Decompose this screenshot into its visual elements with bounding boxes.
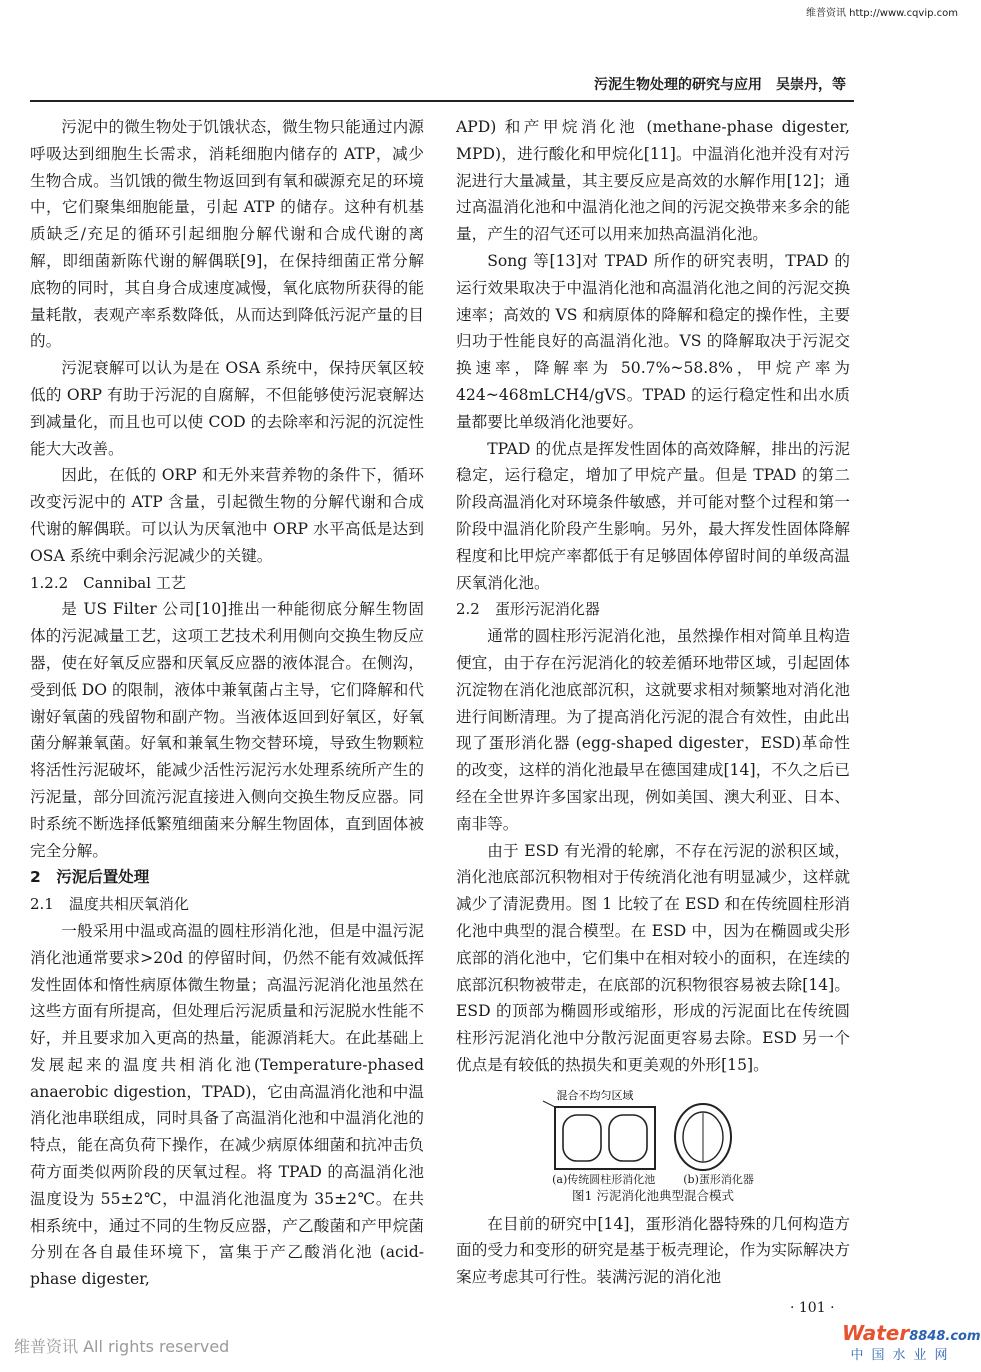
paragraph: Song 等[13]对 TPAD 所作的研究表明，TPAD 的运行效果取决于中温消化池和高温消化池之间的污泥交换速率；高效的 VS 和病原体的降解和稳定的操作性，主要归功于性能良好的高温消化池。VS 的降解取决于污泥交换速率，降解率为 50.7%~58.8%，甲烷产率为 424~468mLCH4/gVS。TPAD 的运行稳定性和出水质量都要比单级消化池要好。	[456, 251, 850, 431]
page-number: · 101 ·	[790, 1300, 835, 1316]
right-column	[456, 114, 850, 1291]
running-header: 污泥生物处理的研究与应用 吴崇丹，等	[594, 77, 846, 93]
section-heading-2-2: 2.2 蛋形污泥消化器	[456, 600, 600, 619]
site-logo	[842, 1321, 981, 1364]
logo-number: 8848	[909, 1329, 946, 1344]
paragraph: 因此，在低的 ORP 和无外来营养物的条件下，循环改变污泥中的 ATP 含量，引起微生物的分解代谢和合成代谢的解偶联。可以认为厌氧池中 ORP 水平高低是达到 OSA 系统中剩余污泥减少的关键。	[30, 466, 424, 565]
logo-subtitle: 中国水业网	[850, 1348, 956, 1363]
paragraph: 污泥衰解可以认为是在 OSA 系统中，保持厌氧区较低的 ORP 有助于污泥的自腐解，不但能够使污泥衰解达到减量化，而且也可以使 COD 的去除率和污泥的沉淀性能大大改善。	[30, 359, 424, 458]
figure-sub-caption-b: (b)蛋形消化器	[683, 1172, 754, 1186]
figure-sub-caption-a: (a)传统圆柱形消化池	[552, 1172, 656, 1186]
logo-domain: .com	[945, 1329, 981, 1344]
mixing-loop-left	[563, 1115, 601, 1161]
logo-word: Water	[842, 1321, 910, 1345]
section-heading-2-1: 2.1 温度共相厌氧消化	[30, 895, 189, 914]
paragraph: APD) 和产甲烷消化池 (methane-phase digester, MPD)，进行酸化和甲烷化[11]。中温消化池并没有对污泥进行大量减量，其主要反应是高效的水解作用[12]；通过高温消化池和中温消化池之间的污泥交换带来多余的能量，产生的沼气还可以用来加热高温消化池。	[456, 118, 850, 244]
paragraph: 污泥中的微生物处于饥饿状态，微生物只能通过内源呼吸达到细胞生长需求，消耗细胞内储存的 ATP，减少生物合成。当饥饿的微生物返回到有氧和碳源充足的环境中，它们聚集细胞能量，引起 ATP 的储存。这种有机基质缺乏/充足的循环引起细胞分解代谢和合成代谢的离解，即细菌新陈代谢的解偶联[9]，在保持细菌正常分解底物的同时，其自身合成速度减慢，氧化底物所获得的能量耗散，表观产率系数降低，从而达到降低污泥产量的目的。	[30, 118, 424, 351]
section-heading-2: 2 污泥后置处理	[30, 868, 150, 887]
paragraph: TPAD 的优点是挥发性固体的高效降解，排出的污泥稳定，运行稳定，增加了甲烷产量。但是 TPAD 的第二阶段高温消化对环境条件敏感，并可能对整个过程和第一阶段中温消化阶段产生影响。另外，最大挥发性固体降解程度和比甲烷产率都低于有足够固体停留时间的单级高温厌氧消化池。	[456, 439, 850, 592]
paragraph: 通常的圆柱形污泥消化池，虽然操作相对简单且构造便宜，由于存在污泥消化的较差循环地带区域，引起固体沉淀物在消化池底部沉积，这就要求相对频繁地对消化池进行间断清理。为了提高消化污泥的混合有效性，由此出现了蛋形消化器 (egg-shaped digester，ESD)革命性的改变，这样的消化池最早在德国建成[14]，不久之后已经在全世界许多国家出现，例如美国、澳大利亚、日本、南非等。	[456, 627, 850, 833]
mixing-pattern-diagram	[533, 1087, 773, 1171]
paragraph: 在目前的研究中[14]，蛋形消化器特殊的几何构造方面的受力和变形的研究是基于板壳理论，作为实际解决方案应考虑其可行性。装满污泥的消化池	[456, 1214, 850, 1287]
left-column	[30, 114, 424, 1293]
figure-top-label: 混合不均匀区域	[556, 1088, 634, 1102]
header-rule	[30, 100, 854, 102]
footer-copyright: 维普资讯 All rights reserved	[14, 1337, 230, 1356]
paragraph: 一般采用中温或高温的圆柱形消化池，但是中温污泥消化池通常要求>20d 的停留时间，仍然不能有效减低挥发性固体和惰性病原体微生物量；高温污泥消化池虽然在这些方面有所提高，但处理后污泥质量和污泥脱水性能不好，并且要求加入更高的热量，能源消耗大。在此基础上发展起来的温度共相消化池(Temperature-phased anaerobic digestion，TPAD)，它由高温消化池和中温消化池串联组成，同时具备了高温消化池和中温消化池的特点，能在高负荷下操作，在减少病原体细菌和抗冲击负荷方面类似两阶段的厌氧过程。将 TPAD 的高温消化池温度设为 55±2℃，中温消化池温度为 35±2℃。在共相系统中，通过不同的生物反应器，产乙酸菌和产甲烷菌分别在各自最佳环境下，富集于产乙酸消化池 (acid-phase digester,	[30, 921, 424, 1289]
paragraph: 是 US Filter 公司[10]推出一种能彻底分解生物固体的污泥减量工艺，这项工艺技术利用侧向交换生物反应器，使在好氧反应器和厌氧反应器的液体混合。在侧沟，受到低 DO 的限制，液体中兼氧菌占主导，它们降解和代谢好氧菌的残留物和副产物。当液体返回到好氧区，好氧菌分解兼氧菌。好氧和兼氧生物交替环境，导致生物颗粒将活性污泥破坏，能减少活性污泥污水处理系统所产生的污泥量，部分回流污泥直接进入侧向交换生物反应器。同时系统不断选择低繁殖细菌来分解生物固体，直到固体被完全分解。	[30, 600, 424, 860]
label-leader	[543, 1101, 555, 1107]
section-heading-1-2-2: 1.2.2 Cannibal 工艺	[30, 573, 186, 592]
figure-caption: 图1 污泥消化池典型混合模式	[572, 1187, 734, 1203]
top-source-note: 维普资讯 http://www.cqvip.com	[805, 8, 958, 19]
figure-1	[456, 1087, 850, 1205]
mixing-loop-right	[609, 1115, 647, 1161]
paragraph: 由于 ESD 有光滑的轮廓，不存在污泥的淤积区域，消化池底部沉积物相对于传统消化池有明显减少，这样就减少了清泥费用。图 1 比较了在 ESD 和在传统圆柱形消化池中典型的混合模型。在 ESD 中，因为在椭圆或尖形底部的消化池中，它们集中在相对较小的面积，在连续的底部沉积物被带走，在底部的沉积物很容易被去除[14]。ESD 的顶部为椭圆形或缩形，形成的污泥面比在传统圆柱形污泥消化池中分散污泥面更容易去除。ESD 另一个优点是有较低的热损失和更美观的外形[15]。	[456, 841, 850, 1074]
